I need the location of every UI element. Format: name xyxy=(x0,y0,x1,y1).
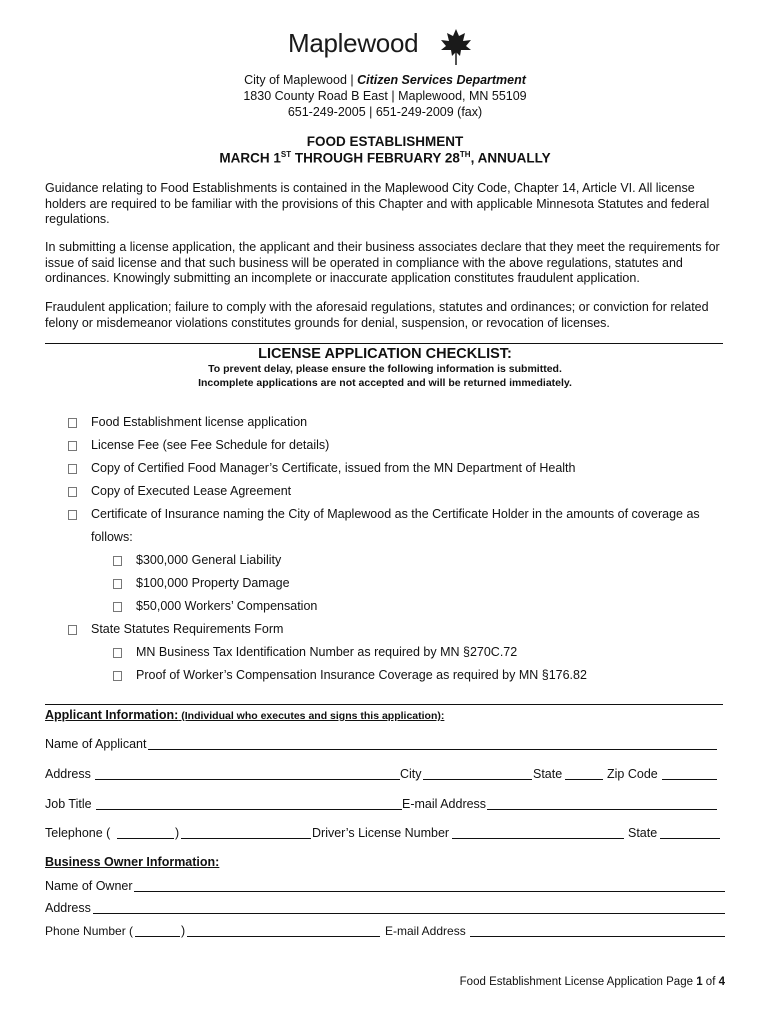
form-title: FOOD ESTABLISHMENT xyxy=(306,134,464,149)
checkbox-workers-comp-proof[interactable] xyxy=(113,671,122,681)
checkbox-license-application[interactable] xyxy=(68,418,77,428)
period-start: MARCH 1 xyxy=(219,150,281,166)
checklist-item: Copy of Executed Lease Agreement xyxy=(91,484,292,498)
declaration-paragraph: In submitting a license application, the applicant and their business associates declare that they meet the requirements for issue of said license and that such business will be operated in compliance with the above regulations, statutes and ordinances. Knowingly submitting an incomplete or inaccurate application constitutes fraudulent application. xyxy=(45,240,720,285)
owner-phone-close-paren: ) xyxy=(181,924,186,938)
applicant-telephone-label: Telephone ( xyxy=(45,826,111,840)
applicant-city-label: City xyxy=(400,767,422,781)
owner-address-input[interactable] xyxy=(93,913,725,914)
ordinal-th: TH xyxy=(459,150,471,159)
period-annual: , ANNUALLY xyxy=(470,150,551,166)
applicant-city-input[interactable] xyxy=(423,779,532,780)
checklist-item-continuation: follows: xyxy=(91,530,133,544)
city-name: City of Maplewood | xyxy=(244,73,358,87)
owner-name-label: Name of Owner xyxy=(45,879,133,893)
checklist-subitem: $50,000 Workers’ Compensation xyxy=(136,599,318,613)
maple-leaf-icon xyxy=(438,26,474,66)
applicant-label: Applicant Information: xyxy=(45,708,179,722)
drivers-license-input[interactable] xyxy=(452,838,624,839)
checkbox-workers-compensation[interactable] xyxy=(113,602,122,612)
applicant-telephone-input[interactable] xyxy=(181,838,311,839)
checklist-subtitle-2: Incomplete applications are not accepted and will be returned immediately. xyxy=(198,377,572,389)
maplewood-logo xyxy=(288,26,488,70)
checklist-item: Certificate of Insurance naming the City of Maplewood as the Certificate Holder in the amounts of coverage as xyxy=(91,507,700,521)
drivers-license-state-input[interactable] xyxy=(660,838,720,839)
owner-name-input[interactable] xyxy=(134,891,725,892)
checkbox-state-statutes-form[interactable] xyxy=(68,625,77,635)
checklist-item: License Fee (see Fee Schedule for details) xyxy=(91,438,330,452)
page-total: 4 xyxy=(718,976,725,988)
divider xyxy=(45,343,723,344)
applicant-state-input[interactable] xyxy=(565,779,603,780)
period-end: THROUGH FEBRUARY 28 xyxy=(291,150,460,166)
license-period xyxy=(0,150,770,166)
checkbox-general-liability[interactable] xyxy=(113,556,122,566)
owner-area-code-input[interactable] xyxy=(135,936,180,937)
applicant-state-label: State xyxy=(533,767,563,781)
checklist-item: State Statutes Requirements Form xyxy=(91,622,284,636)
page-number: 1 xyxy=(696,976,703,988)
guidance-paragraph: Guidance relating to Food Establishments is contained in the Maplewood City Code, Chapter 14, Article VI. All license holders are required to be familiar with the provisions of this Chapter and with applicable Minnesota Statutes and federal regulations. xyxy=(45,181,710,226)
checklist-item: Copy of Certified Food Manager’s Certificate, issued from the MN Department of Health xyxy=(91,461,576,475)
drivers-license-label: Driver’s License Number xyxy=(312,826,450,840)
owner-section-label: Business Owner Information: xyxy=(45,855,220,869)
checkbox-food-manager-certificate[interactable] xyxy=(68,464,77,474)
checklist-item: Food Establishment license application xyxy=(91,415,308,429)
applicant-name-label: Name of Applicant xyxy=(45,737,147,751)
applicant-note: (Individual who executes and signs this application): xyxy=(178,710,445,722)
footer-text: Food Establishment License Application Page xyxy=(459,976,697,988)
applicant-name-input[interactable] xyxy=(148,749,717,750)
checklist-subitem: MN Business Tax Identification Number as required by MN §270C.72 xyxy=(136,645,518,659)
applicant-job-title-input[interactable] xyxy=(96,809,402,810)
fraud-paragraph: Fraudulent application; failure to comply with the aforesaid regulations, statutes and ordinances; or conviction for related felony or misdemeanor violations constitutes grounds for denial, suspension, or revocation of licenses. xyxy=(45,300,709,330)
applicant-job-title-label: Job Title xyxy=(45,797,92,811)
owner-phone-input[interactable] xyxy=(187,936,380,937)
checkbox-lease-agreement[interactable] xyxy=(68,487,77,497)
checklist-title: LICENSE APPLICATION CHECKLIST: xyxy=(258,346,512,362)
telephone-close-paren: ) xyxy=(175,826,180,840)
checkbox-property-damage[interactable] xyxy=(113,579,122,589)
checklist-subitem: Proof of Worker’s Compensation Insurance Coverage as required by MN §176.82 xyxy=(136,668,587,682)
applicant-section-label xyxy=(45,708,444,722)
address-line: 1830 County Road B East | Maplewood, MN 55109 xyxy=(243,89,527,103)
checklist-subitem: $100,000 Property Damage xyxy=(136,576,290,590)
department-name: Citizen Services Department xyxy=(357,73,526,87)
owner-email-label: E-mail Address xyxy=(385,924,466,938)
checkbox-tax-id[interactable] xyxy=(113,648,122,658)
applicant-zip-label: Zip Code xyxy=(607,767,658,781)
ordinal-st: ST xyxy=(280,150,292,159)
applicant-zip-input[interactable] xyxy=(662,779,717,780)
footer-of: of xyxy=(702,976,719,988)
checklist-subtitle-1: To prevent delay, please ensure the following information is submitted. xyxy=(208,363,562,375)
applicant-address-label: Address xyxy=(45,767,91,781)
owner-phone-label: Phone Number ( xyxy=(45,924,134,938)
applicant-email-input[interactable] xyxy=(487,809,717,810)
applicant-area-code-input[interactable] xyxy=(117,838,174,839)
owner-address-label: Address xyxy=(45,901,91,915)
applicant-address-input[interactable] xyxy=(95,779,400,780)
checklist-subitem: $300,000 General Liability xyxy=(136,553,282,567)
checkbox-certificate-of-insurance[interactable] xyxy=(68,510,77,520)
logo-wordmark: Maplewood xyxy=(288,28,419,58)
checkbox-license-fee[interactable] xyxy=(68,441,77,451)
drivers-license-state-label: State xyxy=(628,826,658,840)
owner-email-input[interactable] xyxy=(470,936,725,937)
department-line xyxy=(0,72,770,88)
page-footer xyxy=(460,976,725,988)
phone-line: 651-249-2005 | 651-249-2009 (fax) xyxy=(287,105,483,119)
divider xyxy=(45,704,723,705)
applicant-email-label: E-mail Address xyxy=(402,797,487,811)
